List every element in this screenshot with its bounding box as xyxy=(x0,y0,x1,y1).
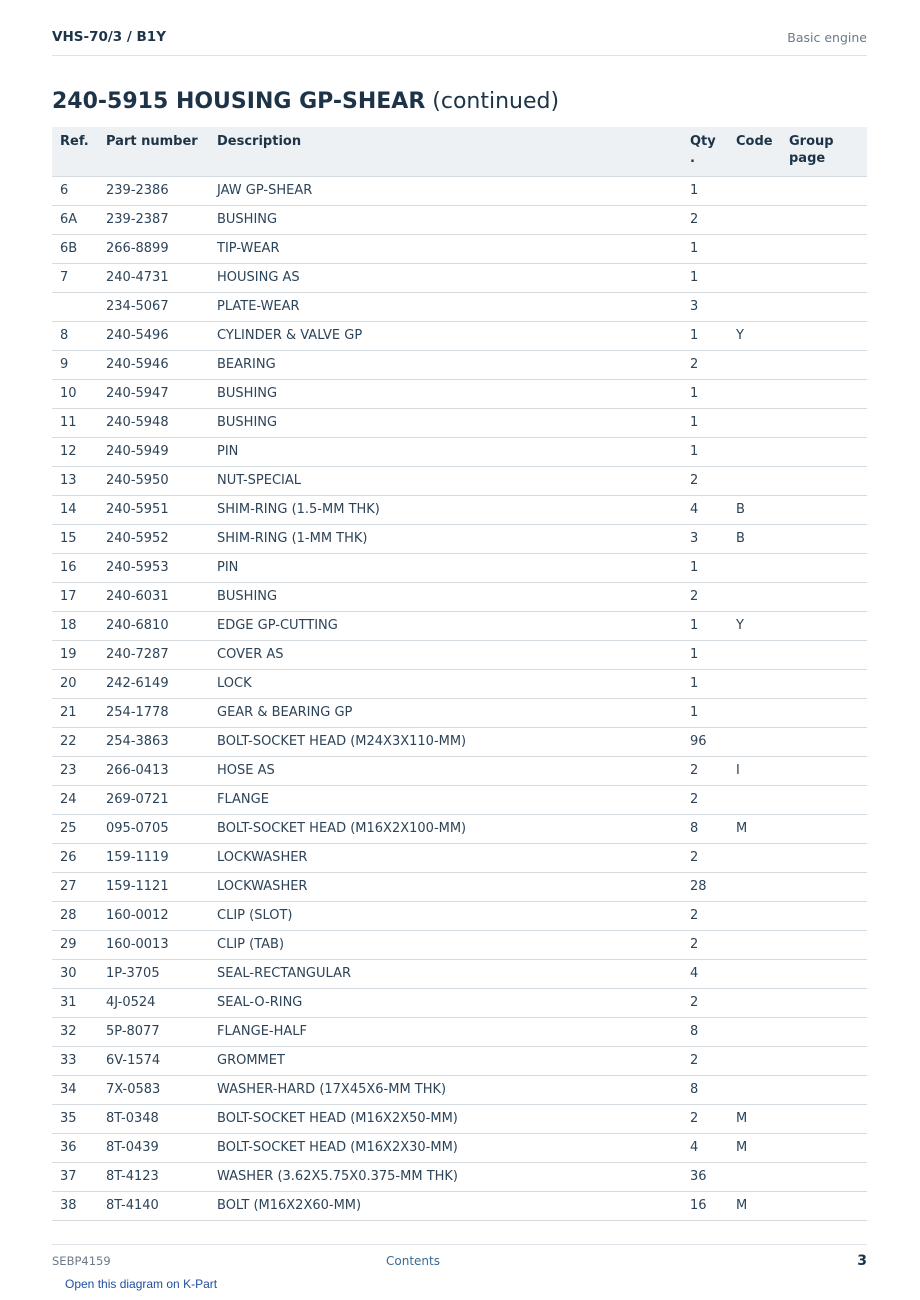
cell-description: BEARING xyxy=(209,350,682,379)
table-row xyxy=(52,756,867,785)
cell-part-number: 159-1119 xyxy=(98,843,209,872)
cell-qty: 1 xyxy=(682,263,728,292)
cell-part-number: 240-4731 xyxy=(98,263,209,292)
cell-ref: 10 xyxy=(52,379,98,408)
cell-description: BOLT (M16X2X60-MM) xyxy=(209,1191,682,1220)
cell-part-number: 240-5946 xyxy=(98,350,209,379)
cell-description: BUSHING xyxy=(209,205,682,234)
cell-code xyxy=(728,1162,781,1191)
section-name: Basic engine xyxy=(787,30,867,45)
cell-part-number: 4J-0524 xyxy=(98,988,209,1017)
table-row xyxy=(52,292,867,321)
cell-description: BUSHING xyxy=(209,408,682,437)
cell-code xyxy=(728,408,781,437)
cell-part-number: 266-8899 xyxy=(98,234,209,263)
cell-group-page xyxy=(781,640,867,669)
cell-description: HOUSING AS xyxy=(209,263,682,292)
cell-group-page xyxy=(781,321,867,350)
cell-group-page xyxy=(781,263,867,292)
table-row xyxy=(52,495,867,524)
cell-description: SHIM-RING (1.5-MM THK) xyxy=(209,495,682,524)
cell-group-page xyxy=(781,814,867,843)
cell-qty: 1 xyxy=(682,611,728,640)
cell-ref: 18 xyxy=(52,611,98,640)
cell-code xyxy=(728,669,781,698)
cell-code xyxy=(728,466,781,495)
cell-group-page xyxy=(781,1075,867,1104)
cell-part-number: 7X-0583 xyxy=(98,1075,209,1104)
cell-part-number: 240-5951 xyxy=(98,495,209,524)
cell-description: LOCKWASHER xyxy=(209,843,682,872)
cell-ref: 31 xyxy=(52,988,98,1017)
table-row xyxy=(52,930,867,959)
cell-code xyxy=(728,263,781,292)
cell-group-page xyxy=(781,205,867,234)
cell-code xyxy=(728,379,781,408)
cell-qty: 1 xyxy=(682,640,728,669)
cell-qty: 1 xyxy=(682,321,728,350)
cell-qty: 28 xyxy=(682,872,728,901)
column-header-group-page: Group page xyxy=(781,127,867,176)
cell-code xyxy=(728,930,781,959)
table-row xyxy=(52,785,867,814)
cell-description: EDGE GP-CUTTING xyxy=(209,611,682,640)
cell-description: TIP-WEAR xyxy=(209,234,682,263)
cell-ref: 25 xyxy=(52,814,98,843)
cell-part-number: 242-6149 xyxy=(98,669,209,698)
cell-description: NUT-SPECIAL xyxy=(209,466,682,495)
cell-qty: 2 xyxy=(682,1104,728,1133)
page-title-suffix: (continued) xyxy=(425,89,560,114)
cell-code xyxy=(728,1017,781,1046)
cell-ref: 19 xyxy=(52,640,98,669)
cell-code xyxy=(728,292,781,321)
cell-qty: 4 xyxy=(682,1133,728,1162)
table-row xyxy=(52,698,867,727)
cell-code xyxy=(728,959,781,988)
cell-qty: 8 xyxy=(682,1075,728,1104)
cell-part-number: 160-0012 xyxy=(98,901,209,930)
cell-group-page xyxy=(781,292,867,321)
cell-description: LOCK xyxy=(209,669,682,698)
cell-code xyxy=(728,205,781,234)
cell-qty: 8 xyxy=(682,1017,728,1046)
column-header-description: Description xyxy=(209,127,682,176)
cell-part-number: 239-2387 xyxy=(98,205,209,234)
parts-table-body xyxy=(52,176,867,1220)
cell-description: HOSE AS xyxy=(209,756,682,785)
cell-qty: 96 xyxy=(682,727,728,756)
cell-ref: 33 xyxy=(52,1046,98,1075)
cell-qty: 2 xyxy=(682,582,728,611)
cell-group-page xyxy=(781,1133,867,1162)
cell-ref: 21 xyxy=(52,698,98,727)
table-row xyxy=(52,379,867,408)
cell-qty: 2 xyxy=(682,350,728,379)
cell-qty: 2 xyxy=(682,843,728,872)
cell-qty: 16 xyxy=(682,1191,728,1220)
cell-ref: 13 xyxy=(52,466,98,495)
cell-qty: 1 xyxy=(682,234,728,263)
document-id: VHS-70/3 / B1Y xyxy=(52,29,166,45)
cell-group-page xyxy=(781,408,867,437)
cell-ref: 8 xyxy=(52,321,98,350)
cell-part-number: 240-5949 xyxy=(98,437,209,466)
cell-group-page xyxy=(781,1017,867,1046)
cell-code: M xyxy=(728,814,781,843)
table-row xyxy=(52,205,867,234)
cell-code: B xyxy=(728,524,781,553)
cell-description: BOLT-SOCKET HEAD (M16X2X30-MM) xyxy=(209,1133,682,1162)
cell-code xyxy=(728,553,781,582)
cell-part-number: 254-3863 xyxy=(98,727,209,756)
cell-description: CLIP (SLOT) xyxy=(209,901,682,930)
page-header xyxy=(52,29,867,56)
cell-code xyxy=(728,1075,781,1104)
cell-ref: 15 xyxy=(52,524,98,553)
table-row xyxy=(52,1191,867,1220)
cell-description: PIN xyxy=(209,553,682,582)
cell-description: SEAL-O-RING xyxy=(209,988,682,1017)
cell-part-number: 240-5496 xyxy=(98,321,209,350)
cell-code: M xyxy=(728,1191,781,1220)
cell-ref: 14 xyxy=(52,495,98,524)
cell-description: CLIP (TAB) xyxy=(209,930,682,959)
table-row xyxy=(52,350,867,379)
cell-ref: 23 xyxy=(52,756,98,785)
cell-ref: 9 xyxy=(52,350,98,379)
cell-group-page xyxy=(781,437,867,466)
cell-ref: 37 xyxy=(52,1162,98,1191)
cell-code xyxy=(728,843,781,872)
cell-ref: 36 xyxy=(52,1133,98,1162)
cell-ref: 17 xyxy=(52,582,98,611)
cell-ref: 30 xyxy=(52,959,98,988)
cell-code xyxy=(728,785,781,814)
cell-qty: 3 xyxy=(682,292,728,321)
cell-description: GEAR & BEARING GP xyxy=(209,698,682,727)
cell-ref: 38 xyxy=(52,1191,98,1220)
cell-description: CYLINDER & VALVE GP xyxy=(209,321,682,350)
cell-description: COVER AS xyxy=(209,640,682,669)
cell-code: Y xyxy=(728,611,781,640)
cell-code xyxy=(728,640,781,669)
cell-group-page xyxy=(781,959,867,988)
cell-code xyxy=(728,698,781,727)
cell-part-number: 160-0013 xyxy=(98,930,209,959)
table-row xyxy=(52,408,867,437)
cell-code: I xyxy=(728,756,781,785)
cell-part-number: 254-1778 xyxy=(98,698,209,727)
table-row xyxy=(52,901,867,930)
cell-qty: 8 xyxy=(682,814,728,843)
cell-part-number: 240-5948 xyxy=(98,408,209,437)
cell-qty: 4 xyxy=(682,495,728,524)
cell-ref: 6B xyxy=(52,234,98,263)
cell-ref: 29 xyxy=(52,930,98,959)
cell-description: PIN xyxy=(209,437,682,466)
table-row xyxy=(52,321,867,350)
table-row xyxy=(52,234,867,263)
table-row xyxy=(52,611,867,640)
cell-qty: 2 xyxy=(682,466,728,495)
column-header-ref: Ref. xyxy=(52,127,98,176)
table-row xyxy=(52,582,867,611)
cell-code: B xyxy=(728,495,781,524)
table-row xyxy=(52,553,867,582)
page-title-main: 240-5915 HOUSING GP-SHEAR xyxy=(52,89,426,114)
cell-code xyxy=(728,988,781,1017)
cell-ref: 34 xyxy=(52,1075,98,1104)
cell-qty: 36 xyxy=(682,1162,728,1191)
cell-description: BUSHING xyxy=(209,379,682,408)
cell-group-page xyxy=(781,669,867,698)
cell-code xyxy=(728,872,781,901)
cell-group-page xyxy=(781,727,867,756)
cell-ref: 26 xyxy=(52,843,98,872)
cell-group-page xyxy=(781,756,867,785)
cell-group-page xyxy=(781,1191,867,1220)
cell-qty: 2 xyxy=(682,930,728,959)
cell-group-page xyxy=(781,901,867,930)
table-row xyxy=(52,176,867,205)
cell-qty: 1 xyxy=(682,669,728,698)
table-row xyxy=(52,1046,867,1075)
table-row xyxy=(52,959,867,988)
cell-part-number: 159-1121 xyxy=(98,872,209,901)
cell-code xyxy=(728,901,781,930)
cell-code: M xyxy=(728,1133,781,1162)
cell-part-number: 240-6031 xyxy=(98,582,209,611)
cell-part-number: 266-0413 xyxy=(98,756,209,785)
cell-description: SEAL-RECTANGULAR xyxy=(209,959,682,988)
cell-group-page xyxy=(781,988,867,1017)
cell-code: Y xyxy=(728,321,781,350)
document-number: SEBP4159 xyxy=(52,1254,111,1268)
cell-qty: 1 xyxy=(682,437,728,466)
cell-code xyxy=(728,350,781,379)
page-footer xyxy=(52,1244,867,1275)
cell-ref: 20 xyxy=(52,669,98,698)
table-row xyxy=(52,814,867,843)
table-row xyxy=(52,1104,867,1133)
cell-qty: 4 xyxy=(682,959,728,988)
cell-group-page xyxy=(781,176,867,205)
cell-qty: 2 xyxy=(682,1046,728,1075)
cell-part-number: 8T-4140 xyxy=(98,1191,209,1220)
cell-part-number: 8T-0439 xyxy=(98,1133,209,1162)
table-row xyxy=(52,437,867,466)
cell-part-number: 240-6810 xyxy=(98,611,209,640)
cell-qty: 2 xyxy=(682,988,728,1017)
cell-group-page xyxy=(781,524,867,553)
cell-ref: 11 xyxy=(52,408,98,437)
cell-qty: 2 xyxy=(682,901,728,930)
cell-group-page xyxy=(781,466,867,495)
cell-ref: 35 xyxy=(52,1104,98,1133)
cell-description: FLANGE xyxy=(209,785,682,814)
cell-group-page xyxy=(781,553,867,582)
cell-group-page xyxy=(781,930,867,959)
cell-qty: 1 xyxy=(682,379,728,408)
cell-part-number: 6V-1574 xyxy=(98,1046,209,1075)
cell-ref: 32 xyxy=(52,1017,98,1046)
cell-group-page xyxy=(781,1162,867,1191)
cell-part-number: 240-5952 xyxy=(98,524,209,553)
cell-part-number: 8T-4123 xyxy=(98,1162,209,1191)
cell-description: WASHER (3.62X5.75X0.375-MM THK) xyxy=(209,1162,682,1191)
contents-link[interactable]: Contents xyxy=(386,1254,440,1268)
cell-ref: 24 xyxy=(52,785,98,814)
table-row xyxy=(52,1075,867,1104)
cell-qty: 2 xyxy=(682,756,728,785)
cell-ref xyxy=(52,292,98,321)
table-row xyxy=(52,524,867,553)
cell-ref: 27 xyxy=(52,872,98,901)
cell-part-number: 8T-0348 xyxy=(98,1104,209,1133)
table-row xyxy=(52,669,867,698)
table-row xyxy=(52,1133,867,1162)
cell-code: M xyxy=(728,1104,781,1133)
cell-qty: 1 xyxy=(682,408,728,437)
cell-part-number: 234-5067 xyxy=(98,292,209,321)
cell-qty: 3 xyxy=(682,524,728,553)
cell-part-number: 1P-3705 xyxy=(98,959,209,988)
cell-qty: 1 xyxy=(682,698,728,727)
parts-table xyxy=(52,127,867,1221)
table-row xyxy=(52,1162,867,1191)
table-header-row xyxy=(52,127,867,176)
cell-qty: 2 xyxy=(682,785,728,814)
page-number: 3 xyxy=(857,1253,867,1269)
cell-part-number: 269-0721 xyxy=(98,785,209,814)
cell-description: BOLT-SOCKET HEAD (M24X3X110-MM) xyxy=(209,727,682,756)
cell-group-page xyxy=(781,582,867,611)
cell-code xyxy=(728,176,781,205)
cell-group-page xyxy=(781,872,867,901)
cell-qty: 1 xyxy=(682,553,728,582)
cell-code xyxy=(728,437,781,466)
cell-ref: 6A xyxy=(52,205,98,234)
cell-ref: 16 xyxy=(52,553,98,582)
table-row xyxy=(52,263,867,292)
table-row xyxy=(52,988,867,1017)
cell-description: BOLT-SOCKET HEAD (M16X2X100-MM) xyxy=(209,814,682,843)
column-header-code: Code xyxy=(728,127,781,176)
cell-description: SHIM-RING (1-MM THK) xyxy=(209,524,682,553)
cell-code xyxy=(728,234,781,263)
cell-ref: 7 xyxy=(52,263,98,292)
cell-ref: 22 xyxy=(52,727,98,756)
column-header-qty: Qty . xyxy=(682,127,728,176)
cell-description: LOCKWASHER xyxy=(209,872,682,901)
cell-description: GROMMET xyxy=(209,1046,682,1075)
open-diagram-link[interactable]: Open this diagram on K-Part xyxy=(65,1277,218,1291)
cell-part-number: 240-5953 xyxy=(98,553,209,582)
cell-group-page xyxy=(781,611,867,640)
table-row xyxy=(52,466,867,495)
column-header-part-number: Part number xyxy=(98,127,209,176)
cell-group-page xyxy=(781,379,867,408)
cell-part-number: 240-5947 xyxy=(98,379,209,408)
cell-group-page xyxy=(781,350,867,379)
cell-group-page xyxy=(781,698,867,727)
table-row xyxy=(52,1017,867,1046)
cell-code xyxy=(728,1046,781,1075)
cell-description: PLATE-WEAR xyxy=(209,292,682,321)
cell-code xyxy=(728,727,781,756)
cell-group-page xyxy=(781,495,867,524)
page-title xyxy=(52,89,559,114)
cell-qty: 1 xyxy=(682,176,728,205)
cell-qty: 2 xyxy=(682,205,728,234)
cell-part-number: 240-7287 xyxy=(98,640,209,669)
cell-part-number: 5P-8077 xyxy=(98,1017,209,1046)
table-row xyxy=(52,872,867,901)
cell-ref: 28 xyxy=(52,901,98,930)
cell-ref: 12 xyxy=(52,437,98,466)
cell-part-number: 239-2386 xyxy=(98,176,209,205)
table-row xyxy=(52,640,867,669)
cell-part-number: 095-0705 xyxy=(98,814,209,843)
cell-description: BUSHING xyxy=(209,582,682,611)
cell-description: WASHER-HARD (17X45X6-MM THK) xyxy=(209,1075,682,1104)
cell-description: FLANGE-HALF xyxy=(209,1017,682,1046)
cell-group-page xyxy=(781,785,867,814)
cell-group-page xyxy=(781,1046,867,1075)
table-row xyxy=(52,727,867,756)
cell-description: BOLT-SOCKET HEAD (M16X2X50-MM) xyxy=(209,1104,682,1133)
cell-group-page xyxy=(781,843,867,872)
cell-code xyxy=(728,582,781,611)
cell-group-page xyxy=(781,234,867,263)
table-row xyxy=(52,843,867,872)
cell-part-number: 240-5950 xyxy=(98,466,209,495)
cell-description: JAW GP-SHEAR xyxy=(209,176,682,205)
cell-group-page xyxy=(781,1104,867,1133)
cell-ref: 6 xyxy=(52,176,98,205)
